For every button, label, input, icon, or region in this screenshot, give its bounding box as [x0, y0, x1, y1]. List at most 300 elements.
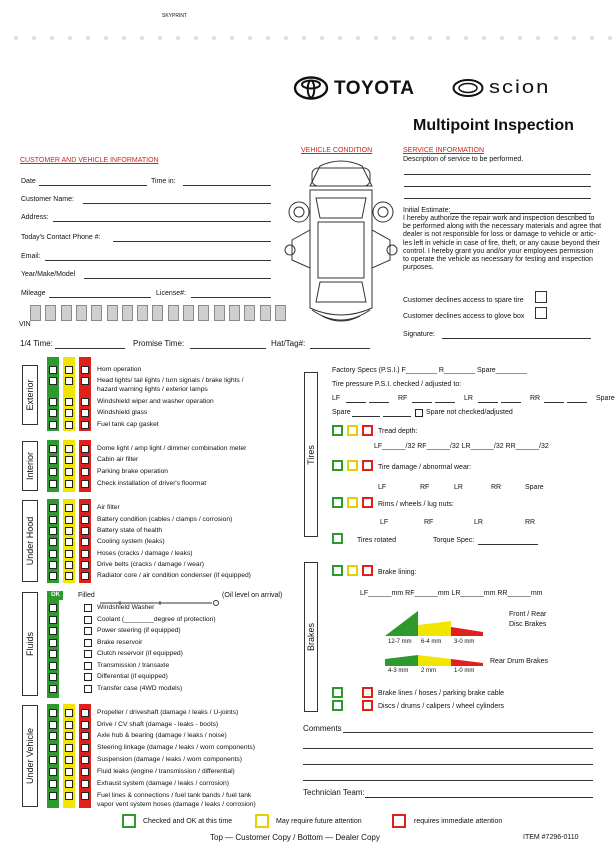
perforation-hole — [140, 36, 144, 40]
under_vehicle-green-checkbox[interactable] — [49, 744, 57, 752]
exterior-red-checkbox[interactable] — [81, 398, 89, 406]
exterior-item: Windshield wiper and washer operation — [97, 398, 214, 405]
brake-lines-green[interactable] — [332, 687, 343, 698]
service-line-1[interactable] — [404, 174, 591, 175]
interior-yellow-checkbox[interactable] — [65, 480, 73, 488]
vin-box[interactable] — [91, 305, 102, 321]
vin-box[interactable] — [61, 305, 72, 321]
rims-row — [378, 518, 578, 528]
interior-red-checkbox[interactable] — [81, 468, 89, 476]
vin-box[interactable] — [229, 305, 240, 321]
vin-box[interactable] — [76, 305, 87, 321]
tires-label: Tires — [306, 444, 316, 465]
fluids-item: Windshield Washer — [97, 604, 155, 611]
under_hood-green-checkbox[interactable] — [49, 550, 57, 558]
quarter-time-field[interactable] — [55, 348, 125, 349]
under_vehicle-red-checkbox[interactable] — [81, 732, 89, 740]
legend-red-label: requires immediate attention — [414, 818, 503, 825]
quarter-time-label: 1/4 Time: — [20, 339, 53, 348]
pressure-lr-field[interactable] — [478, 402, 498, 403]
oil-level-label: (Oil level on arrival) — [222, 592, 283, 599]
service-desc-label: Description of service to be performed. — [403, 156, 524, 163]
under_hood-green-checkbox[interactable] — [49, 538, 57, 546]
exterior-yellow-checkbox[interactable] — [65, 421, 73, 429]
pressure-lf-field-2[interactable] — [369, 402, 389, 403]
under_vehicle-red-checkbox[interactable] — [81, 721, 89, 729]
fluids-ok-label: OK — [51, 592, 60, 598]
under_vehicle-yellow-checkbox[interactable] — [65, 744, 73, 752]
pressure-rf-label: RF — [398, 395, 408, 402]
pressure-label: Tire pressure P.S.I. checked / adjusted to: — [332, 381, 462, 388]
under_hood-red-checkbox[interactable] — [81, 572, 89, 580]
tire-damage-green[interactable] — [332, 460, 343, 471]
pressure-lf-field[interactable] — [346, 402, 366, 403]
tire-damage-row — [378, 483, 578, 493]
scion-logo — [452, 79, 484, 97]
footer-item: ITEM #7296-0110 — [523, 834, 579, 841]
footer-copies: Top — Customer Copy / Bottom — Dealer Copy — [210, 833, 380, 842]
under_hood-item: Battery condition (cables / clamps / corrosion) — [97, 516, 233, 523]
exterior-green-checkbox[interactable] — [49, 409, 57, 417]
vin-boxes[interactable] — [30, 305, 290, 325]
perforation-hole — [518, 36, 522, 40]
under_vehicle-green-checkbox[interactable] — [49, 768, 57, 776]
under_vehicle-yellow-checkbox[interactable] — [65, 732, 73, 740]
page-title: Multipoint Inspection — [413, 117, 574, 134]
interior-green-checkbox[interactable] — [49, 445, 57, 453]
perforation-hole — [50, 36, 54, 40]
perforation-hole — [500, 36, 504, 40]
fluids-ok-checkbox[interactable] — [49, 627, 57, 635]
vin-box[interactable] — [260, 305, 271, 321]
comments-line-4[interactable] — [303, 780, 593, 781]
exterior-yellow-checkbox[interactable] — [65, 409, 73, 417]
estimate-label: Initial Estimate: — [403, 207, 451, 214]
pressure-rr-field[interactable] — [544, 402, 564, 403]
fluids-ok-checkbox[interactable] — [49, 639, 57, 647]
under_vehicle-yellow-checkbox[interactable] — [65, 756, 73, 764]
exterior-red-checkbox[interactable] — [81, 409, 89, 417]
exterior-yellow-checkbox[interactable] — [65, 377, 73, 385]
ymm-label: Year/Make/Model — [21, 271, 76, 278]
perforation-hole — [302, 36, 306, 40]
pressure-lr-field-2[interactable] — [501, 402, 521, 403]
under_hood-yellow-checkbox[interactable] — [65, 572, 73, 580]
disc_scale-label: 12-7 mm — [388, 639, 412, 645]
disc_scale-label: 3-0 mm — [454, 639, 475, 645]
lining-row: LF______mm RF______mm LR______mm RR______mm — [360, 590, 543, 597]
interior-green-checkbox[interactable] — [49, 468, 57, 476]
service-line-2[interactable] — [404, 186, 591, 187]
lining-label: Brake lining: — [378, 569, 417, 576]
rims-green[interactable] — [332, 497, 343, 508]
exterior-item: Head lights/ tail lights / turn signals / brake lights / — [97, 377, 244, 384]
tread-row: LF______/32 RF______/32 LR______/32 RR______/32 — [374, 443, 549, 450]
perforation-hole — [482, 36, 486, 40]
drum_scale-label: 2 mm — [421, 668, 436, 674]
pressure-row[interactable] — [332, 394, 615, 404]
exterior-item: Fuel tank cap gasket — [97, 421, 159, 428]
exterior-green-checkbox[interactable] — [49, 421, 57, 429]
signature-label: Signature: — [403, 331, 435, 338]
vin-box[interactable] — [152, 305, 163, 321]
interior-red-checkbox[interactable] — [81, 480, 89, 488]
vin-box[interactable] — [214, 305, 225, 321]
spare-pressure-field[interactable] — [352, 416, 380, 417]
perforation-hole — [284, 36, 288, 40]
damage-lr-label: LR — [454, 484, 463, 491]
fluids-item: Transfer case (4WD models) — [97, 684, 183, 692]
toyota-wordmark: TOYOTA — [334, 78, 415, 99]
tire-damage-yellow[interactable] — [347, 460, 358, 471]
fluids-tab — [22, 592, 38, 696]
time-in-field[interactable] — [183, 185, 271, 186]
scion-wordmark: scion — [489, 76, 551, 98]
authorization-line: I hereby authorize the repair work and inspection described to — [403, 215, 595, 222]
interior-yellow-checkbox[interactable] — [65, 445, 73, 453]
interior-red-checkbox[interactable] — [81, 456, 89, 464]
toyota-logo — [293, 76, 329, 100]
under_vehicle-green-checkbox[interactable] — [49, 756, 57, 764]
perforation-hole — [266, 36, 270, 40]
disc-label-2: Disc Brakes — [509, 621, 547, 628]
exterior-green-checkbox[interactable] — [49, 377, 57, 385]
perforation-hole — [122, 36, 126, 40]
under_vehicle-item: Suspension (damage / leaks / worn components) — [97, 756, 242, 763]
under_vehicle-green-checkbox[interactable] — [49, 732, 57, 740]
legend-green-box — [122, 814, 136, 828]
comments-label: Comments — [303, 724, 342, 733]
exterior-yellow-checkbox[interactable] — [65, 366, 73, 374]
under_hood-item: Drive belts (cracks / damage / wear) — [97, 561, 205, 568]
perforation-hole — [104, 36, 108, 40]
spare-not-checked-checkbox[interactable] — [415, 409, 423, 417]
technician-label: Technician Team: — [303, 788, 365, 797]
torque-field[interactable] — [478, 544, 538, 545]
rims-red[interactable] — [362, 497, 373, 508]
tread-red[interactable] — [362, 425, 373, 436]
printer-stamp: SKYPRINT — [162, 13, 188, 19]
under_hood-yellow-checkbox[interactable] — [65, 550, 73, 558]
glove-box-checkbox[interactable] — [535, 307, 547, 319]
perforation-hole — [428, 36, 432, 40]
vin-box[interactable] — [244, 305, 255, 321]
exterior-item: Windshield glass — [97, 409, 148, 416]
exterior-green-checkbox[interactable] — [49, 366, 57, 374]
under_vehicle-green-checkbox[interactable] — [49, 709, 57, 717]
address-label: Address: — [21, 214, 49, 221]
exterior-green-checkbox[interactable] — [49, 398, 57, 406]
under_hood-green-checkbox[interactable] — [49, 504, 57, 512]
promise-time-field[interactable] — [190, 348, 266, 349]
rims-rf-label: RF — [424, 519, 434, 526]
under_vehicle-red-checkbox[interactable] — [81, 744, 89, 752]
interior-label: Interior — [25, 451, 35, 481]
spare-tire-checkbox[interactable] — [535, 291, 547, 303]
under_vehicle-yellow-checkbox[interactable] — [65, 780, 73, 788]
pressure-rf-field-2[interactable] — [435, 402, 455, 403]
perforation-hole — [590, 36, 594, 40]
brakes-label: Brakes — [306, 622, 316, 652]
perforation-hole — [608, 36, 612, 40]
perforation-hole — [374, 36, 378, 40]
signature-field[interactable] — [442, 338, 591, 339]
email-field[interactable] — [45, 260, 271, 261]
under_hood-item: Hoses (cracks / damage / leaks) — [97, 550, 193, 557]
perforation-hole — [212, 36, 216, 40]
interior-tab — [22, 441, 38, 491]
disc-scale — [388, 638, 488, 647]
exterior-label: Exterior — [25, 379, 35, 411]
license-label: License#: — [156, 290, 186, 297]
license-field[interactable] — [191, 297, 271, 298]
tire-damage-red[interactable] — [362, 460, 373, 471]
oil-dipstick-icon — [100, 593, 220, 599]
under_hood-green-checkbox[interactable] — [49, 561, 57, 569]
vehicle-condition-heading: VEHICLE CONDITION — [301, 147, 373, 154]
drum-wear-gauge — [385, 654, 485, 666]
under_vehicle-red-checkbox[interactable] — [81, 756, 89, 764]
rotated-green[interactable] — [332, 533, 343, 544]
address-field[interactable] — [53, 221, 271, 222]
comments-line-1[interactable] — [343, 732, 593, 733]
fluids-item: Transmission / transaxle — [97, 661, 170, 669]
under_vehicle-item: Propeller / driveshaft (damage / leaks / U-joints) — [97, 709, 239, 716]
exterior-yellow-checkbox[interactable] — [65, 398, 73, 406]
under_hood-green-checkbox[interactable] — [49, 572, 57, 580]
rims-lr-label: LR — [474, 519, 483, 526]
interior-yellow-checkbox[interactable] — [65, 456, 73, 464]
discs-red[interactable] — [362, 700, 373, 711]
perforation-hole — [248, 36, 252, 40]
spare-pressure-field-2[interactable] — [383, 416, 411, 417]
fluids-item: Brake reservoir — [97, 638, 143, 646]
spare-not-checked-label: Spare not checked/adjusted — [426, 409, 513, 416]
under_vehicle-yellow-checkbox[interactable] — [65, 768, 73, 776]
fluids-ok-checkbox[interactable] — [49, 685, 57, 693]
vin-box[interactable] — [45, 305, 56, 321]
interior-green-checkbox[interactable] — [49, 480, 57, 488]
under_hood-red-checkbox[interactable] — [81, 527, 89, 535]
under_vehicle-green-checkbox[interactable] — [49, 721, 57, 729]
under_vehicle-green-checkbox[interactable] — [49, 792, 57, 800]
under_vehicle-label: Under Vehicle — [25, 727, 35, 785]
perforation-hole — [32, 36, 36, 40]
lining-red[interactable] — [362, 565, 373, 576]
spare-tire-label: Customer declines access to spare tire — [403, 297, 524, 304]
under_hood-yellow-checkbox[interactable] — [65, 538, 73, 546]
under_hood-red-checkbox[interactable] — [81, 516, 89, 524]
under_vehicle-yellow-checkbox[interactable] — [65, 709, 73, 717]
mileage-field[interactable] — [49, 297, 151, 298]
interior-item: Dome light / amp light / dimmer combination meter — [97, 445, 247, 452]
under_hood-item: Battery state of health — [97, 527, 163, 534]
damage-spare-label: Spare — [525, 484, 544, 491]
vin-box[interactable] — [198, 305, 209, 321]
date-field[interactable] — [39, 185, 147, 186]
vin-box[interactable] — [122, 305, 133, 321]
interior-yellow-checkbox[interactable] — [65, 468, 73, 476]
fluids-ok-checkbox[interactable] — [49, 650, 57, 658]
pressure-lr-label: LR — [464, 395, 473, 402]
under_vehicle-yellow-checkbox[interactable] — [65, 792, 73, 800]
perforation-hole — [68, 36, 72, 40]
fluids-ok-checkbox[interactable] — [49, 673, 57, 681]
under_vehicle-tab — [22, 705, 38, 807]
drum-scale — [388, 667, 488, 676]
legend-yellow-label: May require future attention — [276, 818, 362, 825]
exterior-tab — [22, 365, 38, 425]
under_hood-yellow-checkbox[interactable] — [65, 561, 73, 569]
lining-yellow[interactable] — [347, 565, 358, 576]
under_hood-green-checkbox[interactable] — [49, 516, 57, 524]
customer-heading: CUSTOMER AND VEHICLE INFORMATION — [20, 157, 159, 164]
spare-pressure-label: Spare — [332, 409, 351, 416]
fluids-label: Fluids — [25, 631, 35, 657]
mileage-label: Mileage — [21, 290, 46, 297]
exterior-red-checkbox[interactable] — [81, 377, 89, 385]
rotated-label: Tires rotated — [357, 537, 397, 544]
service-heading: SERVICE INFORMATION — [403, 147, 485, 154]
disc-label-1: Front / Rear — [509, 611, 547, 618]
fluids-filled-checkbox[interactable] — [84, 639, 92, 647]
customer-name-label: Customer Name: — [21, 196, 74, 203]
date-label: Date — [21, 178, 36, 185]
ymm-field[interactable] — [84, 278, 271, 279]
fluids-filled-checkbox[interactable] — [84, 662, 92, 670]
exterior-red-checkbox[interactable] — [81, 366, 89, 374]
torque-label: Torque Spec: — [433, 537, 475, 544]
under_hood-item: Air filter — [97, 504, 120, 511]
interior-item: Check installation of driver's floormat — [97, 480, 207, 487]
under_vehicle-red-checkbox[interactable] — [81, 792, 89, 800]
legend-yellow-box — [255, 814, 269, 828]
under_hood-yellow-checkbox[interactable] — [65, 527, 73, 535]
fluids-item: Clutch reservoir (if equipped) — [97, 650, 183, 657]
tire-damage-label: Tire damage / abnormal wear: — [378, 464, 472, 471]
perforation-hole — [464, 36, 468, 40]
disc-wear-gauge — [385, 603, 485, 637]
perforation-hole — [14, 36, 18, 40]
legend-green-label: Checked and OK at this time — [143, 818, 233, 825]
vin-box[interactable] — [30, 305, 41, 321]
under_hood-red-checkbox[interactable] — [81, 538, 89, 546]
vin-box[interactable] — [168, 305, 179, 321]
under_vehicle-red-checkbox[interactable] — [81, 780, 89, 788]
under_hood-red-checkbox[interactable] — [81, 550, 89, 558]
fluids-item: Coolant (________degree of protection) — [97, 615, 216, 623]
lining-green[interactable] — [332, 565, 343, 576]
fluids-filled-checkbox[interactable] — [84, 650, 92, 658]
discs-green[interactable] — [332, 700, 343, 711]
under_vehicle-item: Fluid leaks (engine / transmission / differential) — [97, 768, 235, 775]
disc_scale-label: 6-4 mm — [421, 639, 442, 645]
damage-lf-label: LF — [378, 484, 387, 491]
damage-rr-label: RR — [491, 484, 502, 491]
fluids-ok-checkbox[interactable] — [49, 604, 57, 612]
fluids-filled-checkbox[interactable] — [84, 627, 92, 635]
comments-line-2[interactable] — [303, 748, 593, 749]
under_hood-red-checkbox[interactable] — [81, 504, 89, 512]
perforation-hole — [554, 36, 558, 40]
rims-label: Rims / wheels / lug nuts: — [378, 501, 454, 508]
perforation-hole — [194, 36, 198, 40]
under_vehicle-item: Axle hub & bearing (damage / leaks / noise) — [97, 732, 227, 739]
under_hood-yellow-checkbox[interactable] — [65, 516, 73, 524]
under_hood-yellow-checkbox[interactable] — [65, 504, 73, 512]
vin-box[interactable] — [137, 305, 148, 321]
brakes-tab — [304, 562, 318, 712]
brake-lines-red[interactable] — [362, 687, 373, 698]
under_hood-red-checkbox[interactable] — [81, 561, 89, 569]
perforation — [0, 36, 612, 44]
under_vehicle-item: vapor vent system hoses (damage / leaks / corrosion) — [97, 801, 256, 808]
brake-lines-label: Brake lines / hoses / parking brake cable — [378, 690, 505, 697]
under_hood-item: Cooling system (leaks) — [97, 538, 165, 545]
perforation-hole — [536, 36, 540, 40]
interior-red-checkbox[interactable] — [81, 445, 89, 453]
rims-yellow[interactable] — [347, 497, 358, 508]
fluids-filled-checkbox[interactable] — [84, 604, 92, 612]
under_vehicle-green-checkbox[interactable] — [49, 780, 57, 788]
under_vehicle-red-checkbox[interactable] — [81, 709, 89, 717]
authorization-line: dealer is not responsible for loss or damage to vehicle or artic- — [403, 231, 596, 239]
fluids-filled-checkbox[interactable] — [84, 616, 92, 624]
authorization-line: be performed along with the necessary materials and agree that — [403, 223, 602, 231]
pressure-rr-field-2[interactable] — [567, 402, 587, 403]
fluids-ok-checkbox[interactable] — [49, 662, 57, 670]
service-line-3[interactable] — [404, 198, 591, 199]
time-in-label: Time in: — [151, 178, 176, 185]
phone-field[interactable] — [113, 241, 271, 242]
under_vehicle-red-checkbox[interactable] — [81, 768, 89, 776]
exterior-item: hazard warning lights / exterior lamps — [97, 386, 208, 393]
perforation-hole — [572, 36, 576, 40]
tread-green[interactable] — [332, 425, 343, 436]
fluids-item: Power steering (if equipped) — [97, 627, 181, 634]
under_hood-item: Radiator core / air condition condenser (if equipped) — [97, 572, 251, 579]
perforation-hole — [158, 36, 162, 40]
fluids-filled-checkbox[interactable] — [84, 685, 92, 693]
under_hood-green-checkbox[interactable] — [49, 527, 57, 535]
vehicle-diagram[interactable] — [282, 158, 400, 330]
vin-box[interactable] — [107, 305, 118, 321]
tread-yellow[interactable] — [347, 425, 358, 436]
under_vehicle-yellow-checkbox[interactable] — [65, 721, 73, 729]
authorization-line: les left in vehicle in case of fire, theft, or any cause beyond their — [403, 239, 600, 247]
perforation-hole — [392, 36, 396, 40]
authorization-line: control. I hereby grant you and/or your employees permission — [403, 247, 594, 255]
pressure-rf-field[interactable] — [412, 402, 432, 403]
comments-line-3[interactable] — [303, 764, 593, 765]
hat-tag-field[interactable] — [310, 348, 370, 349]
technician-field[interactable] — [365, 797, 593, 798]
under_vehicle-item: Fuel lines & connections / fuel tank bands / fuel tank — [97, 792, 252, 799]
glove-box-label: Customer declines access to glove box — [403, 313, 525, 320]
interior-green-checkbox[interactable] — [49, 456, 57, 464]
customer-name-field[interactable] — [83, 203, 271, 204]
exterior-red-checkbox[interactable] — [81, 421, 89, 429]
email-label: Email: — [21, 253, 41, 260]
drum_scale-label: 1-0 mm — [454, 668, 475, 674]
perforation-hole — [230, 36, 234, 40]
perforation-hole — [86, 36, 90, 40]
fluids-ok-checkbox[interactable] — [49, 616, 57, 624]
authorization-line: purposes. — [403, 264, 434, 272]
under_hood-tab — [22, 500, 38, 582]
vin-box[interactable] — [183, 305, 194, 321]
fluids-filled-checkbox[interactable] — [84, 673, 92, 681]
